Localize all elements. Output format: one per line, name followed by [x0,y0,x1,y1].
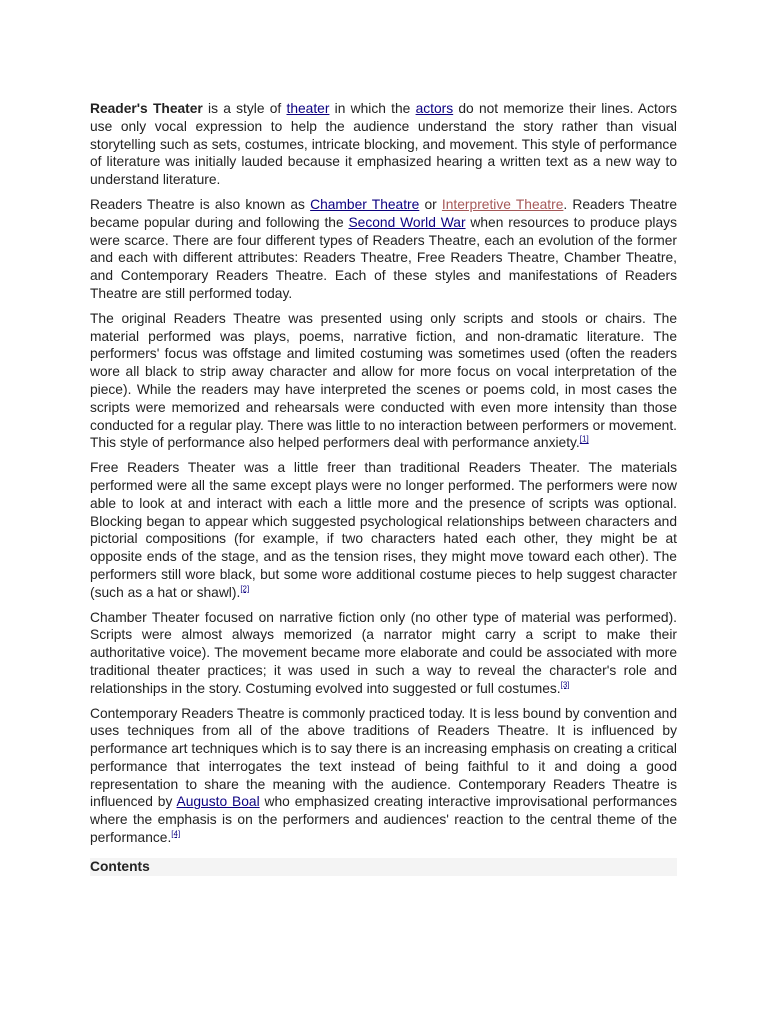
link-theater[interactable]: theater [286,101,330,116]
contents-heading[interactable]: Contents [90,858,677,876]
link-chamber-theatre[interactable]: Chamber Theatre [310,196,420,212]
paragraph-chamber: Chamber Theater focused on narrative fiction only (no other type of material was performed). Scripts were almost always memorized (a narrator might carry a script to make their authoritative voice). The movement became more elaborate and could be associated with more traditional theater practices; it was used in such a way to reveal the character's role and relationships in the story. Costuming evolved into suggested or full costumes.[3] [90,609,677,696]
citation-2[interactable]: [2] [240,584,250,594]
link-actors[interactable]: actors [415,101,454,116]
paragraph-intro: Reader's Theater is a style of theater in which the actors do not memorize their lines. Actors use only vocal expression to help the audience understand the story rather than visual storytelling such as sets, costumes, intricate blocking, and movement. This style of performance of literature was initially lauded because it emphasized hearing a written text as a new way to understand literature. [90,101,678,188]
lead-term: Reader's Theater [90,101,203,116]
paragraph-original: The original Readers Theatre was presented using only scripts and stools or chairs. The material performed was plays, poems, narrative fiction, and non-dramatic literature. The performers' focus was offstage and limited costuming was sometimes used (often the readers wore all black to strip away character and allow for more focus on vocal interpretation of the piece). While the readers may have interpreted the scenes or poems cold, in most cases the scripts were memorized and rehearsals were conducted with even more intensity than those conducted for a regular play. There was little to no interaction between performers or movement. This style of performance also helped performers deal with performance anxiety.[1] [90,310,677,451]
link-augusto-boal[interactable]: Augusto Boal [176,794,260,810]
citation-1[interactable]: [1] [579,434,589,444]
link-interpretive-theatre[interactable]: Interpretive Theatre [441,196,564,212]
paragraph-contemporary: Contemporary Readers Theatre is commonly practiced today. It is less bound by convention and uses techniques from all of the above traditions of Readers Theatre. It is influenced by performance art techniques which is to say there is an increasing emphasis on creating a critical performance that interrogates the text instead of being faithful to it and doing a good representation to share the meaning with the audience. Contemporary Readers Theatre is influenced by Augusto Boal who emphasized creating interactive improvisational performances where the emphasis is on the performers and audiences' reaction to the central theme of the performance.[4] [90,705,678,846]
citation-3[interactable]: [3] [560,680,570,690]
paragraph-also-known: Readers Theatre is also known as Chamber Theatre or Interpretive Theatre. Readers Theatre became popular during and following the Second World War when resources to produce plays were scarce. There are four different types of Readers Theatre, each an evolution of the former and each with different attributes: Readers Theatre, Free Readers Theatre, Chamber Theatre, and Contemporary Readers Theatre. Each of these styles and manifestations of Readers Theatre are still performed today. [90,196,677,301]
citation-4[interactable]: [4] [171,829,181,839]
paragraph-free-readers: Free Readers Theater was a little freer than traditional Readers Theater. The materials performed were all the same except plays were no longer performed. The performers were now able to look at and interact with each a little more and the presence of scripts was optional. Blocking began to appear which suggested psychological relationships between characters and pictorial compositions (for example, if two characters hated each other, they might be at opposite ends of the stage, and as the tension rises, they might move toward each other). The performers still wore black, but some wore additional costume pieces to help suggest character (such as a hat or shawl).[2] [90,460,677,600]
article-body [90,100,677,876]
link-second-world-war[interactable]: Second World War [348,214,466,230]
